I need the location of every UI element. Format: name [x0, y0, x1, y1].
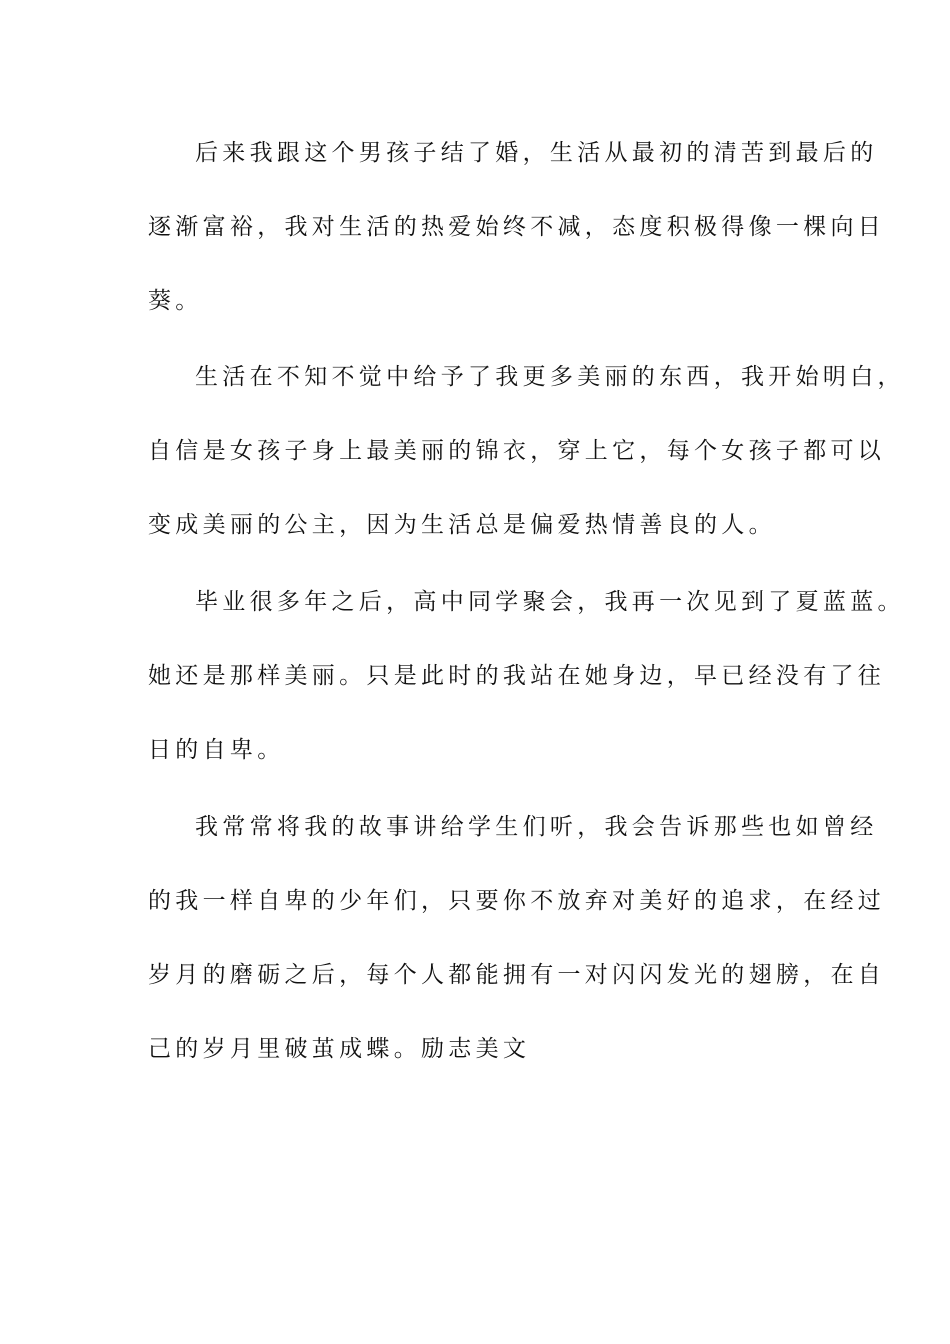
paragraph-line: 逐渐富裕，我对生活的热爱始终不减，态度积极得像一棵向日	[148, 214, 886, 240]
paragraph-line: 后来我跟这个男孩子结了婚，生活从最初的清苦到最后的	[195, 140, 878, 166]
paragraph-1	[148, 140, 886, 362]
paragraph-line: 变成美丽的公主，因为生活总是偏爱热情善良的人。	[148, 512, 776, 538]
paragraph-2	[148, 364, 905, 586]
paragraph-line: 自信是女孩子身上最美丽的锦衣，穿上它，每个女孩子都可以	[148, 438, 886, 464]
paragraph-line: 我常常将我的故事讲给学生们听，我会告诉那些也如曾经	[195, 814, 878, 840]
paragraph-line: 己的岁月里破茧成蝶。励志美文	[148, 1036, 531, 1062]
paragraph-line: 毕业很多年之后，高中同学聚会，我再一次见到了夏蓝蓝。	[195, 589, 905, 615]
paragraph-line: 生活在不知不觉中给予了我更多美丽的东西，我开始明白，	[195, 364, 905, 390]
paragraph-line: 葵。	[148, 288, 203, 314]
paragraph-line: 岁月的磨砺之后，每个人都能拥有一对闪闪发光的翅膀，在自	[148, 962, 886, 988]
paragraph-line: 日的自卑。	[148, 737, 285, 763]
paragraph-3	[148, 589, 905, 811]
paragraph-line: 她还是那样美丽。只是此时的我站在她身边，早已经没有了往	[148, 663, 886, 689]
paragraph-line: 的我一样自卑的少年们，只要你不放弃对美好的追求，在经过	[148, 888, 886, 914]
paragraph-4	[148, 814, 886, 1110]
